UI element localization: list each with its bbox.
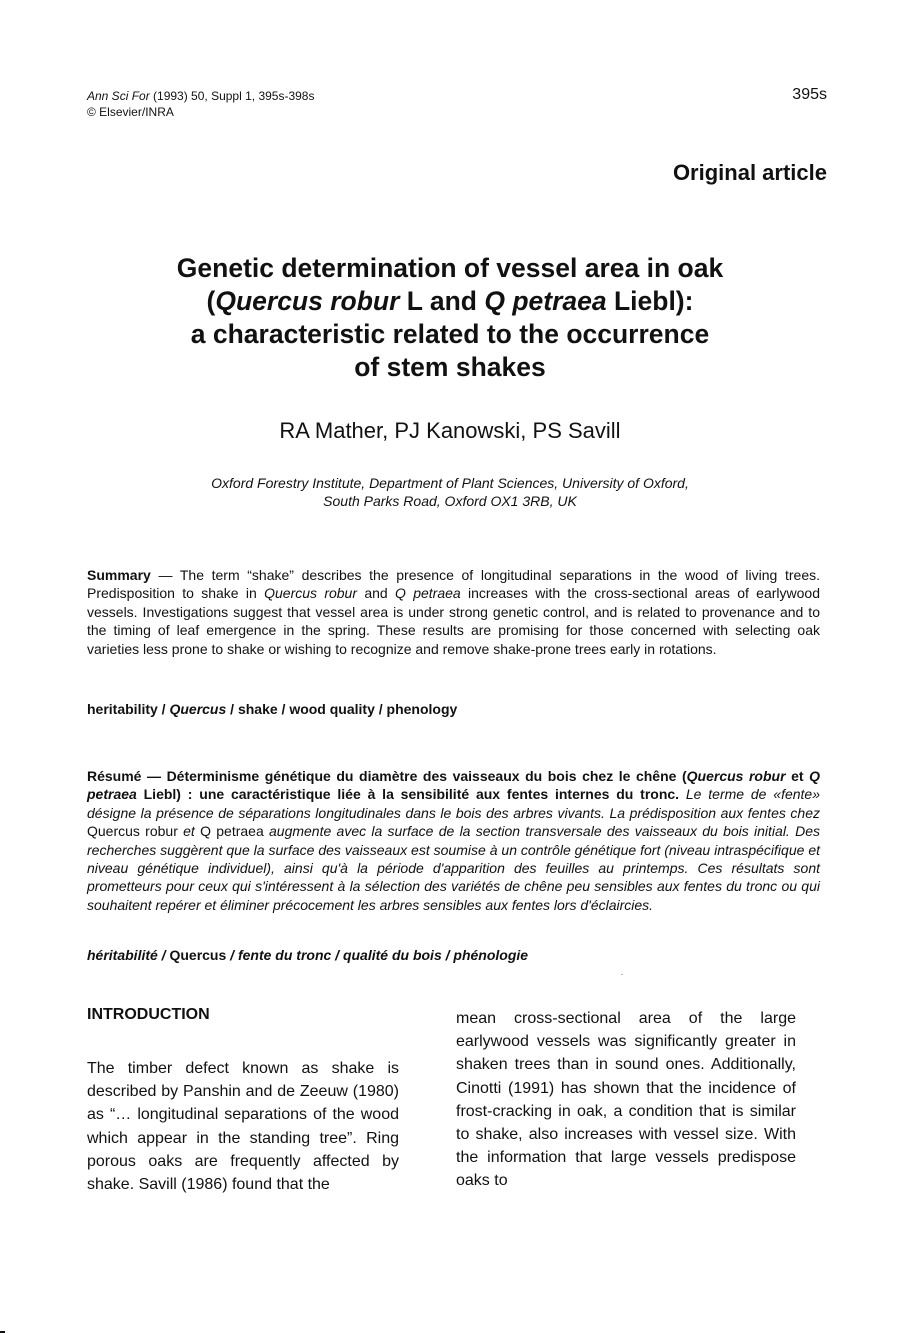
scan-speck xyxy=(621,974,623,975)
resume xyxy=(87,767,820,914)
resume-title-text: Résumé — Déterminisme génétique du diamètre des vaisseaux du bois chez le chêne ( xyxy=(87,768,687,784)
keywords-french xyxy=(87,946,820,964)
resume-body-text: et xyxy=(177,823,201,840)
summary-text: — The term “shake” describes the presence of longitudinal separations in the wood of living trees. Predisposition to shake in xyxy=(87,567,820,602)
title-line-2 xyxy=(100,285,800,318)
journal-abbrev: Ann Sci For xyxy=(87,89,150,103)
article-type: Original article xyxy=(672,160,827,185)
summary xyxy=(87,566,820,658)
summary-text: increases with the cross-sectional areas of earlywood vessels. Investigations suggest that vessel area is under strong genetic control, and is related to provenance and to the timing of leaf emergence in the spring. These results are promising for those concerned with selecting oak varieties less prone to shake or wishing to recognize and remove shake-prone trees early in rotations. xyxy=(87,585,820,657)
copyright: © Elsevier/INRA xyxy=(87,105,174,119)
resume-title-text: et xyxy=(785,768,810,784)
authors: RA Mather, PJ Kanowski, PS Savill xyxy=(279,418,621,443)
affiliation-line-1: Oxford Forestry Institute, Department of Plant Sciences, University of Oxford, xyxy=(211,475,689,491)
title-species-2: Q petraea xyxy=(484,286,607,316)
resume-body xyxy=(87,786,820,912)
keyword: / shake / wood quality / phenology xyxy=(226,701,458,717)
summary-label: Summary xyxy=(87,567,151,583)
title-line-1: Genetic determination of vessel area in oak xyxy=(176,253,724,283)
resume-body-text: augmente avec la surface de la section transversale des vaisseaux du bois initial. Des recherches suggèrent que la surface des vaisseaux est soumise à un contrôle génétique fort (niveau intraspécifique et niveau génétique individuel), ainsi qu'à la période d'apparition des feuilles au printemps. Ces résultats sont prometteurs pour ceux qui s'intéressent à la sélection des variétés de chêne peu sensibles aux fentes du tronc ou qui souhaitent repérer et éliminer précocement les arbres sensibles aux fentes lors d'éclaircies. xyxy=(87,823,820,913)
keyword: heritability / xyxy=(87,701,170,717)
journal-volume: (1993) 50, Suppl 1, 395s-398s xyxy=(149,89,315,103)
page-number: 395s xyxy=(792,86,827,103)
title-line-3: a characteristic related to the occurrence xyxy=(190,319,710,349)
resume-body-text: Le terme de «fente» désigne la présence de séparations longitudinales dans le bois des arbres vivants. La prédisposition aux fentes chez xyxy=(87,786,821,821)
resume-title-species-1: Quercus robur xyxy=(686,768,786,784)
summary-species-1: Quercus robur xyxy=(264,585,358,602)
resume-title-species-2: Q petraea xyxy=(87,768,820,803)
resume-title-text: Liebl) : une caractéristique liée à la sensibilité aux fentes internes du tronc. xyxy=(136,786,680,803)
keywords-english xyxy=(87,700,820,718)
resume-body-species-1: Quercus robur xyxy=(87,823,178,840)
journal-citation xyxy=(87,88,314,120)
affiliation xyxy=(100,474,800,510)
keyword: / fente du tronc / qualité du bois / phénologie xyxy=(226,947,529,963)
title-species-1: Quercus robur xyxy=(215,286,400,316)
summary-species-2: Q petraea xyxy=(395,585,461,602)
section-heading-introduction: INTRODUCTION xyxy=(87,1006,210,1023)
keyword-quercus: Quercus xyxy=(169,701,227,717)
title-line-4: of stem shakes xyxy=(354,352,546,382)
keyword: héritabilité / xyxy=(87,947,170,963)
resume-body-species-2: Q petraea xyxy=(200,823,264,840)
article-title xyxy=(100,252,800,384)
summary-text: and xyxy=(357,585,395,602)
title-mid: L and xyxy=(399,286,485,316)
introduction-left-column: The timber defect known as shake is described by Panshin and de Zeeuw (1980) as “… longitudinal separations of the wood which appear in the standing tree”. Ring porous oaks are frequently affected by shake. Savill (1986) found that the xyxy=(87,1060,399,1194)
keyword-quercus: Quercus xyxy=(169,947,227,963)
affiliation-line-2: South Parks Road, Oxford OX1 3RB, UK xyxy=(323,493,577,509)
title-paren: ( xyxy=(206,286,216,316)
title-end: Liebl): xyxy=(606,286,694,316)
introduction-right-column: mean cross-sectional area of the large earlywood vessels was significantly greater in shaken trees than in sound ones. Additionally, Cinotti (1991) has shown that the incidence of frost-cracking in oak, a condition that is similar to shake, also increases with vessel size. With the information that large vessels predispose oaks to xyxy=(456,1010,796,1190)
